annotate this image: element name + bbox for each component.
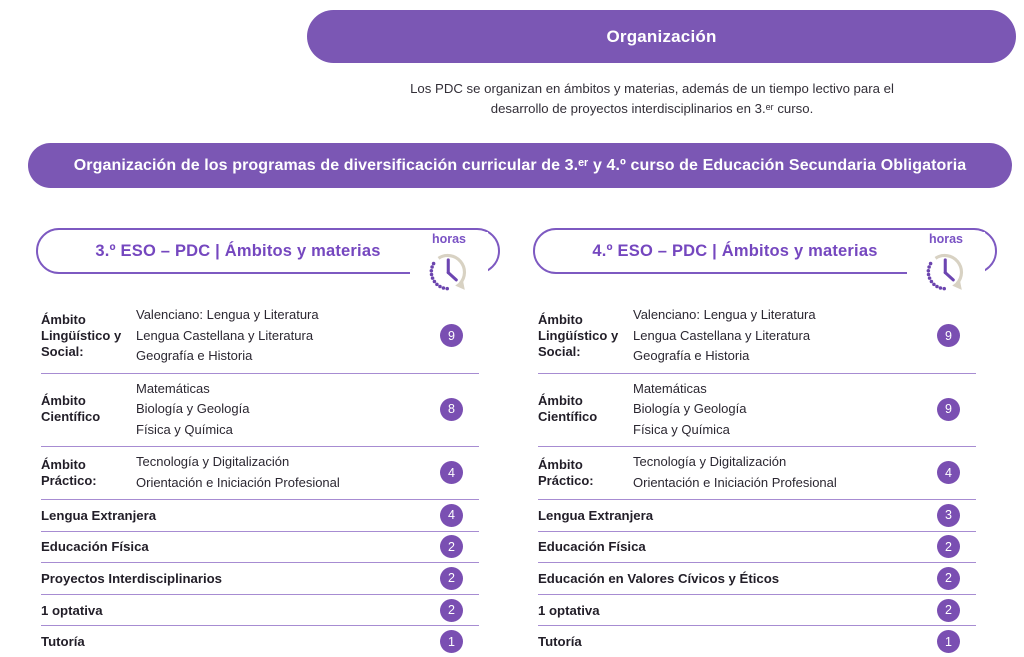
- row-label: Tutoría: [538, 634, 582, 650]
- row-label: Ámbito Científico: [538, 393, 598, 425]
- row-label: Lengua Extranjera: [41, 507, 157, 523]
- subject-item: Geografía e Historia: [633, 348, 750, 363]
- row-label: Lengua Extranjera: [538, 507, 654, 523]
- row-label: 1 optativa: [41, 602, 103, 618]
- subject-item: Lengua Castellana y Literatura: [633, 327, 811, 343]
- hours-badge: 2: [937, 567, 960, 590]
- clock-arrow-icon: [423, 245, 475, 297]
- row-label: Ámbito Lingüístico y Social:: [41, 311, 122, 359]
- banner-title: Organización de los programas de diversificación curricular de 3.ᵉʳ y 4.º curso de Educación Secundaria Obligatoria: [73, 156, 967, 174]
- row-label: Educación en Valores Cívicos y Éticos: [538, 570, 780, 586]
- table-row: [538, 447, 976, 500]
- subject-item: Matemáticas: [136, 380, 210, 396]
- subject-item: Geografía e Historia: [136, 348, 253, 363]
- intro-text: Los PDC se organizan en ámbitos y materias, además de un tiempo lectivo para el desarrollo de proyectos interdisciplinarios en 3.ᵉʳ curso.: [410, 81, 894, 116]
- hours-badge: 1: [937, 630, 960, 653]
- row-label: Educación Física: [538, 539, 646, 555]
- section-pill-label: Organización: [606, 26, 717, 46]
- subject-item: Tecnología y Digitalización: [136, 454, 290, 469]
- hours-badge: 9: [440, 324, 463, 347]
- subject-item: Biología y Geología: [136, 401, 250, 416]
- section-pill: [307, 10, 1016, 63]
- hours-badge: 8: [440, 398, 463, 421]
- hours-badge: 3: [937, 504, 960, 527]
- table-row: [41, 563, 479, 595]
- row-label: Ámbito Práctico:: [538, 456, 594, 488]
- subject-list: [136, 379, 440, 441]
- hours-badge: 2: [440, 599, 463, 622]
- panel-title: 3.º ESO – PDC | Ámbitos y materias: [95, 241, 381, 260]
- subject-item: Tecnología y Digitalización: [633, 454, 787, 469]
- banner: [28, 143, 1012, 188]
- table-row: [41, 447, 479, 500]
- hours-badge: 9: [937, 324, 960, 347]
- subject-item: Valenciano: Lengua y Literatura: [633, 307, 816, 322]
- table-row: [41, 500, 479, 532]
- row-label: 1 optativa: [538, 602, 600, 618]
- subject-item: Física y Química: [633, 421, 730, 437]
- subject-list: [633, 452, 937, 493]
- table-row: [41, 595, 479, 627]
- row-label: Educación Física: [41, 539, 149, 555]
- row-label: Proyectos Interdisciplinarios: [41, 570, 223, 586]
- subject-item: Biología y Geología: [633, 401, 747, 416]
- hours-badge: 4: [440, 504, 463, 527]
- hours-label: horas: [928, 232, 964, 246]
- row-label: Ámbito Científico: [41, 393, 101, 425]
- subject-table: [41, 300, 479, 657]
- table-row: [41, 532, 479, 564]
- panel-3-eso: [36, 228, 500, 657]
- panel-title: 4.º ESO – PDC | Ámbitos y materias: [592, 241, 878, 260]
- hours-badge: 4: [440, 461, 463, 484]
- hours-badge: 2: [440, 567, 463, 590]
- hours-badge: 9: [937, 398, 960, 421]
- subject-table: [538, 300, 976, 657]
- row-label: Ámbito Lingüístico y Social:: [538, 311, 619, 359]
- panel-4-eso: [533, 228, 997, 657]
- panel-header: [533, 228, 997, 274]
- clock-arrow-icon: [920, 245, 972, 297]
- hours-badge: 2: [937, 599, 960, 622]
- hours-badge: 1: [440, 630, 463, 653]
- table-row: [538, 374, 976, 448]
- row-label: Tutoría: [41, 634, 85, 650]
- table-row: [538, 595, 976, 627]
- subject-item: Lengua Castellana y Literatura: [136, 327, 314, 343]
- subject-item: Valenciano: Lengua y Literatura: [136, 307, 319, 322]
- panel-header: [36, 228, 500, 274]
- hours-badge: 2: [937, 535, 960, 558]
- subject-item: Orientación e Iniciación Profesional: [136, 474, 340, 490]
- table-row: [41, 626, 479, 657]
- table-row: [538, 626, 976, 657]
- subject-item: Matemáticas: [633, 380, 707, 396]
- table-row: [538, 300, 976, 374]
- subject-item: Orientación e Iniciación Profesional: [633, 474, 837, 490]
- subject-list: [633, 379, 937, 441]
- subject-list: [633, 305, 937, 367]
- hours-indicator: [907, 232, 985, 304]
- hours-label: horas: [431, 232, 467, 246]
- table-row: [538, 532, 976, 564]
- table-row: [41, 374, 479, 448]
- table-row: [41, 300, 479, 374]
- table-row: [538, 500, 976, 532]
- subject-list: [136, 305, 440, 367]
- hours-badge: 2: [440, 535, 463, 558]
- table-row: [538, 563, 976, 595]
- hours-badge: 4: [937, 461, 960, 484]
- subject-item: Física y Química: [136, 421, 233, 437]
- row-label: Ámbito Práctico:: [41, 456, 97, 488]
- hours-indicator: [410, 232, 488, 304]
- subject-list: [136, 452, 440, 493]
